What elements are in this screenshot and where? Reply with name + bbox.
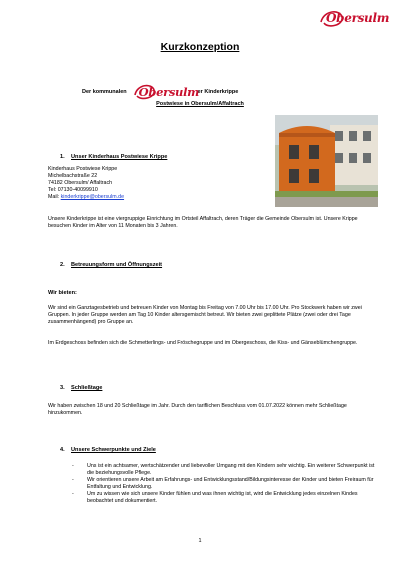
section-1-heading: [60, 154, 167, 160]
bullet-dash: -: [72, 491, 74, 498]
section-1-paragraph: Unsere Kinderkrippe ist eine viergruppige Einrichtung im Ortsteil Affaltrach, deren Träger die Gemeinde Obersulm ist. Unsere Krippe besuchen Kinder im Alter von 11 Monaten bis 3 Jahren.: [48, 216, 358, 230]
section-4-number: 4.: [60, 447, 65, 453]
section-4-title: Unsere Schwerpunkte und Ziele: [71, 447, 156, 453]
list-item-text: Wir orientieren unsere Arbeit am Erfahrungs- und Entwicklungsstand/Bildungsinteresse der Kinder und bieten Freiraum für Entfaltung und Entwicklung.: [87, 477, 374, 491]
section-3-heading: [60, 385, 102, 391]
section-2-paragraph-1: Wir sind ein Ganztagesbetrieb und betreuen Kinder von Montag bis Freitag von 7.00 Uhr bis 17.00 Uhr. Pro Stockwerk haben wir zwei Gruppen. In jeder Gruppe werden am Tag 10 Kinder altersgemischt betreut. Wir bieten zwei geplittete Plätze (zwei oder drei Tage zusammenhängend) pro Gruppe an.: [48, 305, 362, 326]
subtitle-line: [82, 82, 238, 102]
section-1-title: Unser Kinderhaus Postwiese Krippe: [71, 154, 168, 160]
section-2-paragraph-2: Im Erdgeschoss befinden sich die Schmetterlings- und Fröschegruppe und im Obergeschoss, die Kiss- und Gänseblümchengruppe.: [48, 340, 358, 346]
subtitle-suffix: er Kinderkrippe: [197, 89, 239, 95]
section-4-heading: [60, 447, 156, 453]
page-title: Kurzkonzeption: [160, 41, 240, 53]
section-2-title: Betreuungsform und Öffnungszeit: [71, 262, 163, 268]
page-number: 1: [198, 538, 202, 544]
list-item: [72, 491, 377, 505]
list-item-text: Uns ist ein achtsamer, wertschätzender und liebevoller Umgang mit den Kindern sehr wichtig. Ein weiterer Schwerpunkt ist die beziehungsvolle Pflege.: [87, 463, 375, 477]
section-4-list: [72, 463, 377, 506]
place-subtitle: Postwiese in Obersulm/Affaltrach: [156, 101, 244, 107]
subtitle-prefix: Der kommunalen: [82, 89, 127, 95]
header-logo: [318, 8, 390, 30]
section-2-subheading: Wir bieten:: [48, 290, 77, 296]
logo-text: Obersulm: [326, 11, 390, 25]
address-line-3: 74182 Obersulm/ Affaltrach: [48, 180, 113, 187]
inline-logo-text: Obersulm: [138, 85, 200, 99]
list-item-text: Um zu wissen wie sich unsere Kinder fühlen und was ihnen wichtig ist, wird die Entwicklung jedes einzelnen Kindes beobachtet und dokumentiert.: [87, 491, 358, 505]
list-item: [72, 477, 377, 491]
bullet-dash: -: [72, 477, 74, 484]
section-3-number: 3.: [60, 385, 65, 391]
section-1-number: 1.: [60, 154, 65, 160]
section-3-title: Schließtage: [71, 385, 103, 391]
address-block: [48, 166, 368, 201]
section-3-paragraph: Wir haben zwischen 18 und 20 Schließtage im Jahr. Durch den tariflichen Beschluss vom 01.07.2022 können mehr Schließtage hinzukommen.: [48, 403, 347, 417]
inline-logo: [132, 82, 198, 102]
list-item: [72, 463, 377, 477]
mail-link[interactable]: kinderkrippe@obersulm.de: [60, 194, 125, 201]
address-line-1: Kinderhaus Postwiese Krippe: [48, 166, 118, 172]
address-line-2: Michelbachstraße 22: [48, 173, 98, 180]
address-mail: [48, 194, 368, 201]
section-2-number: 2.: [60, 262, 65, 268]
address-line-4: Tel: 07130-40099910: [48, 187, 98, 194]
section-2-heading: [60, 262, 162, 268]
mail-label: Mail:: [48, 194, 61, 201]
bullet-dash: -: [72, 463, 74, 469]
